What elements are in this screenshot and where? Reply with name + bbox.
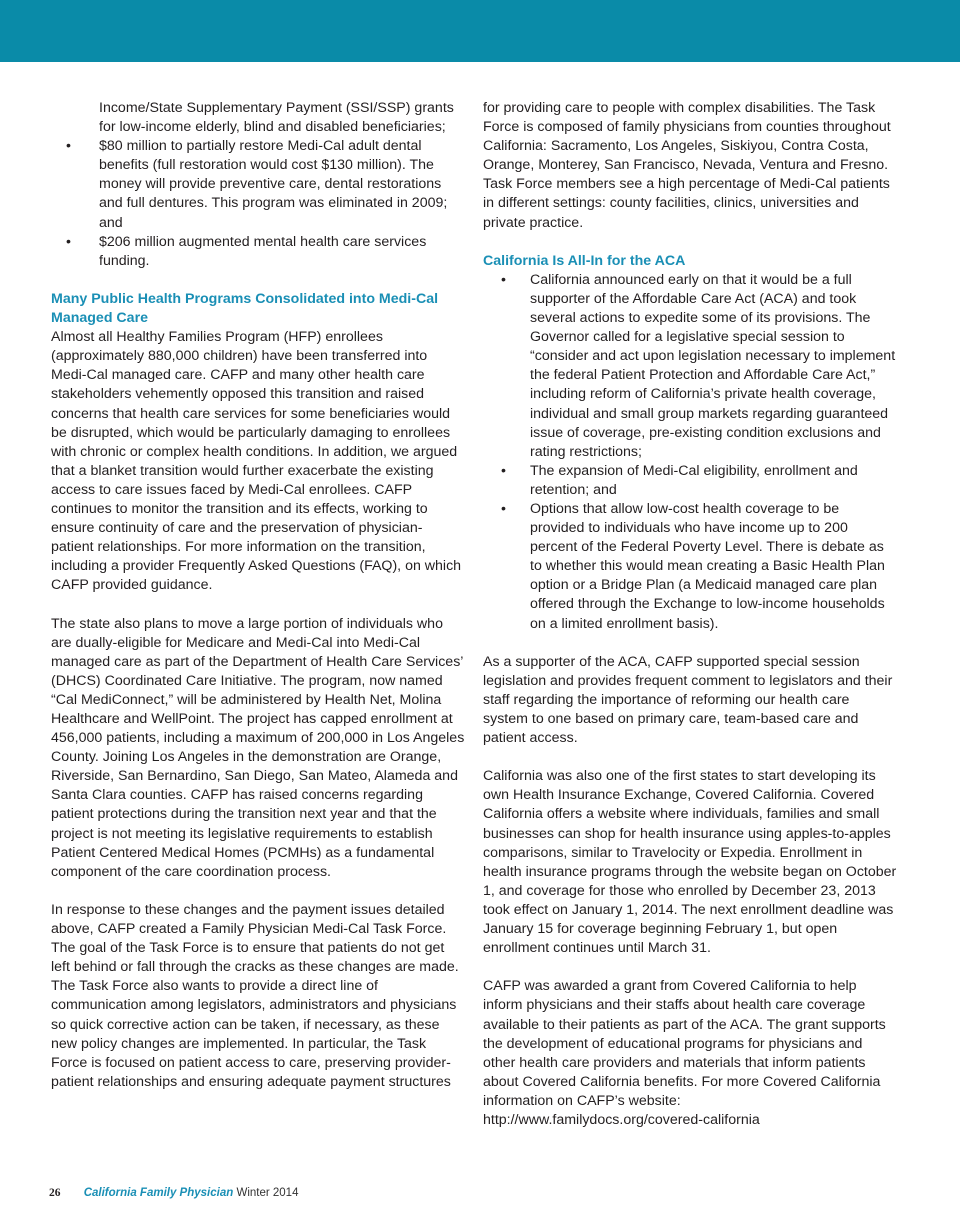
paragraph: As a supporter of the ACA, CAFP supported special session legislation and provides frequent comment to legislators and their staff regarding the importance of reforming our health care system to one based on primary care, team-based care and patient access. — [483, 653, 893, 747]
bullet-icon: • — [501, 462, 506, 479]
continued-bullet-text: Income/State Supplementary Payment (SSI/SSP) grants for low-income elderly, blind and disabled beneficiaries; — [99, 100, 454, 136]
paragraph: Almost all Healthy Families Program (HFP) enrollees (approximately 880,000 children) have been transferred into Medi-Cal managed care. CAFP and many other health care stakeholders vehemently opposed this transition and raised concerns that health care services for some beneficiaries would be disrupted, which would be particularly damaging to enrollees with chronic or complex health conditions. In addition, we argued that a blanket transition would further exacerbate the existing access to care issues faced by Medi-Cal enrollees. CAFP continues to monitor the transition and its effects, working to ensure continuity of care and the preservation of physician-patient relationships. For more information on the transition, including a provider Frequently Asked Questions (FAQ), on which CAFP provided guidance. — [51, 329, 462, 594]
bullet-icon: • — [66, 233, 71, 250]
header-band — [0, 0, 960, 62]
list-item: • California announced early on that it would be a full supporter of the Affordable Care Act (ACA) and took several actions to expedite some of its provisions. The Governor called for a legislative special session to “consider and act upon legislation necessary to implement the federal Patient Protection and Affordable Care Act,” including reform of California’s private health coverage, individual and small group markets regarding guaranteed issue of coverage, pre-existing condition exclusions and rating restrictions; — [501, 271, 896, 460]
paragraph: California was also one of the first states to start developing its own Health Insurance Exchange, Covered California. Covered California offers a website where individuals, families and small businesses can shop for health insurance using apples-to-apples comparisons, similar to Travelocity or Expedia. Enrollment in health insurance programs through the website began on October 1, and coverage for those who enrolled by December 23, 2013 took effect on January 1, 2014. The next enrollment deadline was January 15 for coverage beginning February 1, but open enrollment continues until March 31. — [483, 768, 897, 957]
paragraph: In response to these changes and the payment issues detailed above, CAFP created a Family Physician Medi-Cal Task Force. The goal of the Task Force is to ensure that patients do not get left behind or fall through the cracks as these changes are made. The Task Force also wants to provide a direct line of communication among legislators, administrators and physicians so quick corrective action can be taken, if necessary, as these new policy changes are implemented. In particular, the Task Force is focused on patient access to care, preserving provider-patient relationships and ensuring adequate payment structures — [51, 901, 459, 1090]
bullet-icon: • — [501, 500, 506, 517]
left-bullet-list — [51, 137, 465, 271]
bullet-icon: • — [66, 138, 71, 155]
section-heading: California Is All-In for the ACA — [483, 252, 686, 269]
paragraph: CAFP was awarded a grant from Covered California to help inform physicians and their staffs about health care coverage available to their patients as part of the ACA. The grant supports the development of educational programs for physicians and other health care providers and materials that inform patients about Covered California benefits. For more Covered California information on CAFP’s website: http://www.familydocs.org/covered-california — [483, 978, 886, 1128]
magazine-title: California Family Physician — [83, 1187, 234, 1199]
list-item: • $80 million to partially restore Medi-Cal adult dental benefits (full restoration would cost $130 million). The money will provide preventive care, dental restorations and full dentures. This program was eliminated in 2009; and — [66, 138, 448, 231]
bullet-icon: • — [501, 271, 506, 288]
list-item: • The expansion of Medi-Cal eligibility, enrollment and retention; and — [501, 462, 858, 498]
list-item: • Options that allow low-cost health coverage to be provided to individuals who have income up to 200 percent of the Federal Poverty Level. There is debate as to whether this would mean creating a Basic Health Plan option or a Bridge Plan (a Medicaid managed care plan offered through the Exchange to low-income households on a limited enrollment basis). — [501, 500, 885, 632]
section-heading: Many Public Health Programs Consolidated into Medi-Cal Managed Care — [51, 290, 439, 327]
left-column — [51, 99, 465, 1092]
right-column — [483, 99, 897, 1130]
paragraph: The state also plans to move a large portion of individuals who are dually-eligible for Medicare and Medi-Cal into Medi-Cal managed care as part of the Department of Health Care Services’ (DHCS) Coordinated Care Initiative. The program, now named “Cal MediConnect,” will be administered by Health Net, Molina Healthcare and WellPoint. The project has capped enrollment at 456,000 patients, including a maximum of 200,000 in Los Angeles County. Joining Los Angeles in the demonstration are Orange, Riverside, San Bernardino, San Diego, San Mateo, Alameda and Santa Clara counties. CAFP has raised concerns regarding patient protections during the transition next year and that the project is not meeting its legislative requirements to establish Patient Centered Medical Homes (PCMHs) as a fundamental component of the care coordination process. — [51, 615, 465, 880]
paragraph: for providing care to people with complex disabilities. The Task Force is composed of family physicians from counties throughout California: Sacramento, Los Angeles, Siskiyou, Contra Costa, Orange, Monterey, San Francisco, Nevada, Ventura and Fresno. Task Force members see a high percentage of Medi-Cal patients in different settings: county facilities, clinics, universities and private practice. — [483, 100, 891, 231]
right-bullet-list — [483, 271, 897, 634]
issue-label: Winter 2014 — [236, 1187, 299, 1199]
list-item: • $206 million augmented mental health care services funding. — [66, 233, 427, 269]
page-number: 26 — [49, 1187, 61, 1199]
page-footer — [49, 1187, 298, 1199]
